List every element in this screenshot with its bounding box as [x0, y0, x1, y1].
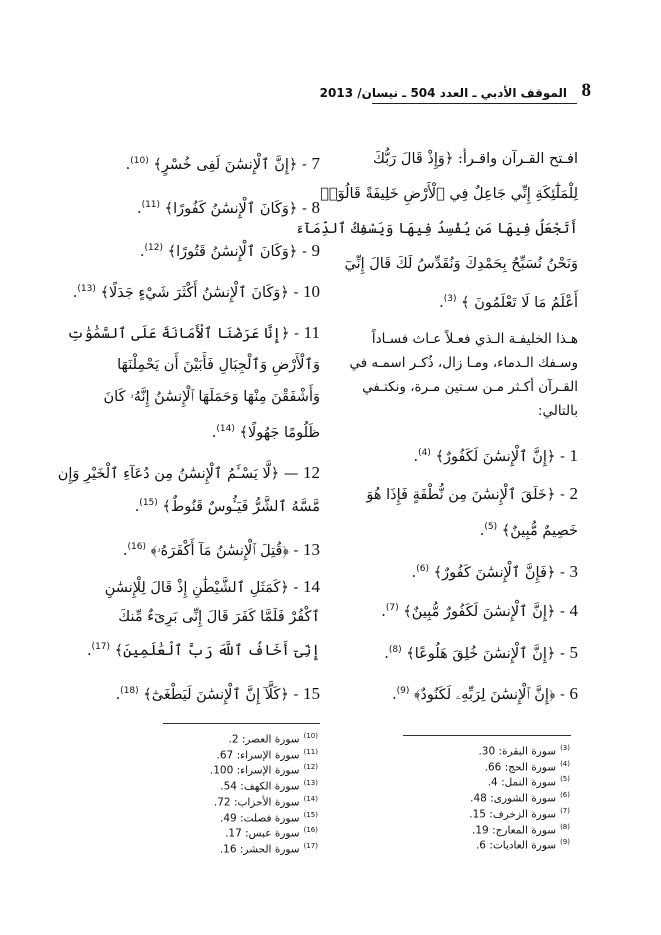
footnote: $^{(8)}$سورة المعارج: 19. [472, 822, 570, 837]
footnote: $^{(7)}$سورة الزخرف: 15. [469, 806, 570, 821]
verse-item: 7 - ﴿إِنَّ ٱلْإِنسَٰنَ لَفِى خُسْرٍ﴾ $^{(10)}$. [125, 153, 320, 173]
verse-item: 8 - ﴿وَكَانَ ٱلْإِنسَٰنُ كَفُورًا﴾ $^{(11)}$. [136, 197, 320, 217]
footnote: $^{(14)}$سورة الأحزاب: 72. [213, 794, 318, 809]
item-number: 15 [303, 683, 320, 703]
verse-item-continuation: خَصِيمٌ مُّبِينٌ﴾ $^{(5)}$. [479, 522, 578, 539]
verse-item: 6 - ﴿إِنَّ ٱلْإِنسَٰنَ لِرَبِّهِۦ لَكَنُودٌ﴾ $^{(9)}$. [391, 683, 578, 703]
footnote: $^{(16)}$سورة عبس: 17. [225, 826, 318, 840]
footnote-ref: (3) [443, 294, 457, 304]
footnote: $^{(10)}$سورة العصر: 2. [228, 732, 318, 746]
footnotes-right [440, 742, 570, 852]
intro-line: افـتح القـرآن واقـرأ: ﴿وَإِذْ قَالَ رَبُّكَ [373, 151, 578, 167]
footnote-rule-right [403, 735, 571, 736]
verse-item: 15 - ﴿كَلَّآ إِنَّ ٱلْإِنسَٰنَ لَيَطْغَىٰٓ﴾ $^{(18)}$. [115, 683, 320, 703]
verse-item-continuation: وَٱلْأَرْضِ وَٱلْجِبَالِ فَأَبَيْنَ أَن يَحْمِلْنَهَا [117, 357, 320, 373]
item-number: 10 [303, 281, 320, 301]
footnote: $^{(12)}$سورة الإسراء: 100. [209, 763, 318, 777]
verse-item-continuation: ٱكْفُرْ فَلَمَّا كَفَرَ قَالَ إِنِّى بَرِىٓءٌ مِّنكَ [118, 609, 320, 625]
footnotes-left [190, 730, 318, 856]
verse-item: 12 — ﴿لَّا يَسْـَٔمُ ٱلْإِنسَٰنُ مِن دُعَآءِ ٱلْخَيْرِ وَإِن [57, 463, 320, 482]
verse-item: 14 - ﴿كَمَثَلِ ٱلشَّيْطَٰنِ إِذْ قَالَ لِلْإِنسَٰنِ [104, 577, 320, 596]
item-number: 13 [303, 539, 320, 559]
item-number: 4 [569, 600, 578, 620]
footnote-ref: (5) [484, 522, 498, 532]
footnote-ref: (17) [91, 642, 111, 652]
item-number: 14 [303, 577, 320, 596]
verse-item: 3 - ﴿فَإِنَّ ٱلْإِنسَٰنَ كَفُورٌ﴾ $^{(6)}$. [411, 561, 578, 581]
paragraph-line: هـذا الخليفـة الـذي فعـلاً عـاث فسـاداً [371, 331, 578, 347]
verse-item-continuation: إِنِّىٓ أَخَافُ ٱللَّهَ رَبَّ ٱلْعَٰلَمِينَ﴾ $^{(17)}$. [86, 642, 320, 659]
footnote-ref: (7) [385, 603, 399, 613]
paragraph-line: بالتالي: [537, 403, 578, 419]
verse-item: 1 - ﴿إِنَّ ٱلْإِنسَٰنَ لَكَفُورٌ﴾ $^{(4)}$. [413, 445, 578, 465]
verse-item-continuation: مَّسَّهُ ٱلشَّرُّ فَيَـُٔوسٌ قَنُوطٌ﴾ $^{(15)}$. [134, 498, 320, 515]
item-number: 5 [569, 642, 578, 662]
footnote-ref: (12) [144, 243, 163, 253]
verse-item: 11 - ﴿إِنَّا عَرَضْنَا ٱلْأَمَانَةَ عَلَى ٱلسَّمَٰوَٰتِ [67, 323, 320, 342]
footnote-ref: (13) [77, 284, 96, 294]
item-number: 1 [569, 445, 578, 465]
footnote: $^{(5)}$سورة النمل: 4. [487, 775, 570, 789]
item-number: 11 [303, 323, 320, 342]
verse-item: 13 - ﴿قُتِلَ ٱلْإِنسَٰنُ مَآ أَكْفَرَهُۥ﴾ $^{(16)}$. [122, 539, 320, 559]
verse-item: 4 - ﴿إِنَّ ٱلْإِنسَٰنَ لَكَفُورٌ مُّبِينٌ﴾ $^{(7)}$. [381, 600, 578, 620]
footnote-ref: (15) [139, 498, 158, 508]
footnote-ref: (18) [120, 686, 139, 696]
footnote: $^{(6)}$سورة الشورى: 48. [470, 791, 570, 805]
intro-line: وَنَحْنُ نُسَبِّحُ بِحَمْدِكَ وَنُقَدِّسُ لَكَ قَالَ إِنِّيٓ [344, 256, 578, 272]
paragraph-line: القـرآن أكـثر مـن سـتين مـرة، ونكتـفي [362, 379, 578, 395]
item-number: 9 [311, 240, 320, 260]
header-rule [372, 103, 577, 104]
footnote-ref: (6) [416, 564, 430, 574]
item-number: 8 [311, 197, 320, 217]
item-number: 6 [569, 683, 578, 703]
verse-item: 10 - ﴿وَكَانَ ٱلْإِنسَٰنُ أَكْثَرَ شَيْءٍ جَدَلًا﴾ $^{(13)}$. [72, 281, 320, 301]
footnote: $^{(3)}$سورة البقرة: 30. [478, 744, 570, 758]
footnote: $^{(13)}$سورة الكهف: 54. [220, 779, 318, 793]
running-head: الموقف الأدبي ـ العدد 504 ـ نيسان/ 2013 [319, 86, 567, 100]
item-number: 12 [303, 463, 320, 482]
footnote-ref: (8) [388, 645, 402, 655]
footnote-ref: (11) [141, 200, 161, 210]
footnote: $^{(9)}$سورة العاديات: 6. [475, 838, 570, 852]
page-number: 8 [581, 80, 591, 101]
footnote-ref: (9) [396, 686, 410, 696]
item-number: 3 [569, 561, 578, 581]
intro-line: أَعْلَمُ مَا لَا تَعْلَمُونَ ﴾ $^{(3)}$. [439, 294, 578, 311]
verse-item-continuation: وَأَشْفَقْنَ مِنْهَا وَحَمَلَهَا ٱلْإِنسَٰنُ إِنَّهُۥ كَانَ [103, 389, 320, 405]
verse-item: 9 - ﴿وَكَانَ ٱلْإِنسَٰنُ قَتُورًا﴾ $^{(12)}$. [139, 240, 320, 260]
footnote-ref: (4) [418, 448, 431, 458]
intro-line: أَتَجْعَلُ فِيهَا مَن يُفْسِدُ فِيهَا وَيَسْفِكُ ٱلدِّمَآءَ [295, 221, 578, 237]
footnote: $^{(15)}$سورة فصلت: 49. [219, 810, 318, 825]
footnote: $^{(4)}$سورة الحج: 66. [484, 759, 570, 774]
footnote-ref: (16) [127, 542, 147, 552]
verse-item: 2 - ﴿خَلَقَ ٱلْإِنسَٰنَ مِن نُّطْفَةٍ فَإِذَا هُوَ [366, 484, 578, 503]
footnote-ref: (14) [216, 424, 235, 434]
footnote: $^{(11)}$سورة الإسراء: 67. [216, 747, 318, 762]
intro-line: لِلْمَلَٰٓئِكَةِ إِنِّي جَاعِلٌ فِي ٱلْأَرْضِ خَلِيفَةً قَالُوٓا۟ [320, 186, 578, 202]
paragraph-line: وسـفك الـدماء، ومـا زال، ذُكـر اسمـه في [349, 355, 578, 371]
item-number: 2 [569, 484, 578, 503]
verse-item: 5 - ﴿إِنَّ ٱلْإِنسَٰنَ خُلِقَ هَلُوعًا﴾ $^{(8)}$. [384, 642, 578, 662]
footnote-rule-left [163, 723, 320, 724]
verse-item-continuation: ظَلُومًا جَهُولًا﴾ $^{(14)}$. [211, 424, 320, 441]
item-number: 7 [311, 153, 320, 173]
footnote: $^{(17)}$سورة الحشر: 16. [219, 841, 318, 856]
footnote-ref: (10) [130, 156, 149, 166]
